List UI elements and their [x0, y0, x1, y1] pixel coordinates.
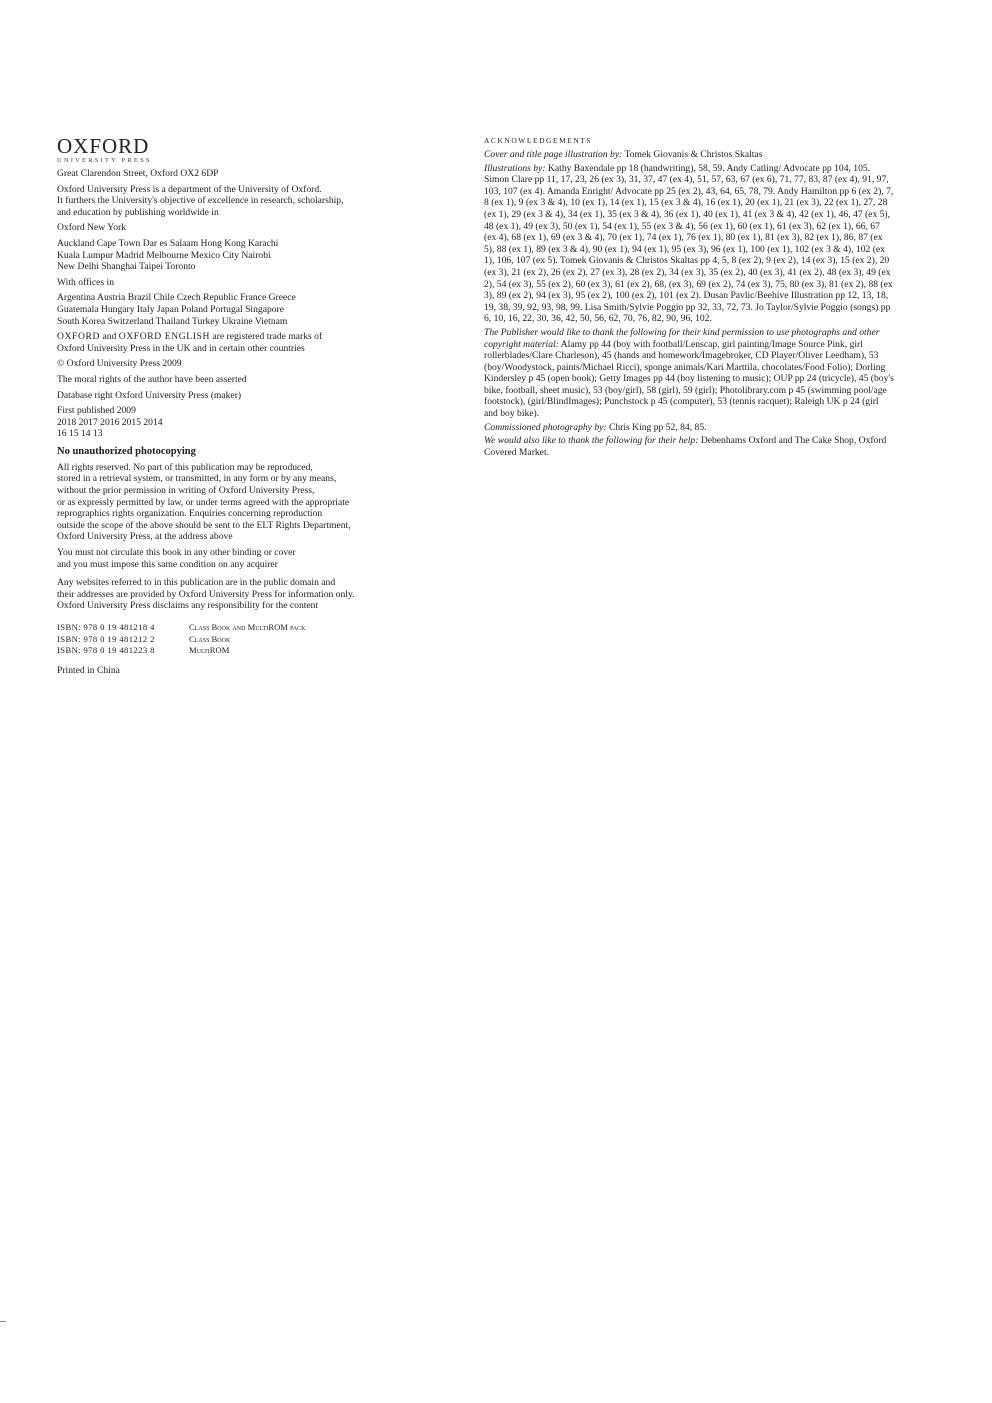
cities-list: Auckland Cape Town Dar es Salaam Hong Kong Karachi Kuala Lumpur Madrid Melbourne Mexico City Nairobi New Delhi Shanghai Taipei Toronto — [57, 237, 279, 273]
about-paragraph: Oxford University Press is a department of the University of Oxford. It furthers the University's objective of excellence in research, scholarship, and education by publishing worldwide in — [57, 183, 344, 218]
imprint-column — [57, 136, 462, 676]
thanks-credit: We would also like to thank the following for their help: Debenhams Oxford and The Cake Shop, Oxford Covered Market. — [484, 435, 887, 458]
database-right-line: Database right Oxford University Press (maker) — [57, 389, 242, 401]
cities-head: Oxford New York — [57, 222, 127, 234]
moral-rights-line: The moral rights of the author have been asserted — [57, 373, 247, 385]
commissioned-photography-credit: Commissioned photography by: Chris King pp 52, 84, 85. — [484, 421, 707, 433]
acknowledgements-heading: ACKNOWLEDGEMENTS — [484, 136, 593, 145]
oxford-logo: OXFORD — [57, 134, 150, 158]
acknowledgements-column — [484, 136, 894, 460]
first-published-line: First published 2009 — [57, 405, 136, 417]
publisher-address: Great Clarendon Street, Oxford OX2 6DP — [57, 168, 219, 179]
circulate-paragraph: You must not circulate this book in any other binding or cover and you must impose this same condition on any acquirer — [57, 547, 296, 570]
reprint-numbers: 16 15 14 13 — [57, 428, 103, 440]
printed-in: Printed in China — [57, 664, 120, 676]
no-photocopy-heading: No unauthorized photocopying — [57, 445, 196, 457]
cover-credit: Cover and title page illustration by: Tomek Giovanis & Christos Skaltas — [484, 149, 763, 160]
copyright-line: © Oxford University Press 2009 — [57, 358, 182, 370]
illustrations-credit: Illustrations by: Kathy Baxendale pp 18 (handwriting), 58, 59. Andy Catling/ Advocate pp 104, 105. Simon Clare pp 11, 17, 23, 26 (ex 3), 31, 37, 47 (ex 4), 51, 57, 63, 67 (ex 6), 71, 77, 83, 87 (ex 4), 91, 97, 103, 107 (ex 4). Amanda Enright/ Advocate pp 25 (ex 2), 43, 64, 65, 78, 79. Andy Hamilton pp 6 (ex 2), 7, 8 (ex 1), 9 (ex 3 & 4), 10 (ex 1), 14 (ex 1), 15 (ex 3 & 4), 16 (ex 1), 20 (ex 1), 21 (ex 3), 22 (ex 1), 27, 28 (ex 1), 29 (ex 3 & 4), 34 (ex 1), 35 (ex 3 & 4), 36 (ex 1), 40 (ex 1), 41 (ex 3 & 4), 42 (ex 1), 46, 47 (ex 5), 48 (ex 1), 49 (ex 3), 50 (ex 1), 54 (ex 1), 55 (ex 3 & 4), 56 (ex 1), 60 (ex 1), 61 (ex 3), 62 (ex 1), 66, 67 (ex 4), 68 (ex 1), 69 (ex 3 & 4), 70 (ex 1), 74 (ex 1), 76 (ex 1), 80 (ex 1), 81 (ex 3), 82 (ex 1), 86, 87 (ex 5), 88 (ex 1), 89 (ex 3 & 4), 90 (ex 1), 94 (ex 1), 95 (ex 3), 96 (ex 1), 100 (ex 1), 102 (ex 3 & 4), 102 (ex 1), 106, 107 (ex 5). Tomek Giovanis & Christos Skaltas pp 4, 5, 8 (ex 2), 9 (ex 2), 14 (ex 3), 15 (ex 2), 20 (ex 3), 21 (ex 2), 26 (ex 2), 27 (ex 3), 28 (ex 2), 34 (ex 3), 35 (ex 2), 40 (ex 3), 41 (ex 2), 48 (ex 3), 49 (ex 2), 54 (ex 3), 55 (ex 2), 60 (ex 3), 61 (ex 2), 68, (ex 3), 69 (ex 2), 74 (ex 3), 75, 80 (ex 3), 81 (ex 2), 88 (ex 3), 89 (ex 2), 94 (ex 3), 95 (ex 2), 100 (ex 2), 101 (ex 2). Dusan Pavlic/Beehive Illustration pp 12, 13, 18, 19, 38, 39, 92, 93, 98, 99. Lisa Smith/Sylvie Poggio pp 32, 33, 72, 73. Jo Taylor/Sylvie Poggio (songs) pp 6, 10, 16, 22, 30, 36, 42, 50, 56, 62, 70, 76, 82, 90, 96, 102. — [484, 162, 894, 325]
offices-list: Argentina Austria Brazil Chile Czech Republic France Greece Guatemala Hungary Italy Japan Poland Portugal Singapore South Korea Switzerland Thailand Turkey Ukraine Vietnam — [57, 292, 296, 327]
reprint-years: 2018 2017 2016 2015 2014 — [57, 416, 163, 428]
margin-tick — [0, 1321, 6, 1322]
isbn-list — [57, 622, 462, 657]
photo-permissions-credit: The Publisher would like to thank the following for their kind permission to use photographs and other copyright material: Alamy pp 44 (boy with football/Lenscap, girl painting/Image Source Pink, girl rollerblades/Clare Charleson), 45 (hands and homework/Imagebroker, CD Player/Oliver Leedham), 53 (boy/Woodystock, paints/Michael Ricci), sponge animals/Kari Marttila, chocolates/Food Folio); Dorling Kindersley p 45 (open book); Getty Images pp 44 (boy listening to music); OUP pp 24 (tricycle), 45 (boy's bike, football, sheet music), 53 (boy/girl), 58 (girl), 59 (girl); Photolibrary.com p 45 (swimming pool/age footstock), (girl/BlindImages); Punchstock p 45 (computer), 53 (tennis racquet); Raleigh UK p 24 (girl and boy bike). — [484, 326, 894, 420]
websites-paragraph: Any websites referred to in this publication are in the public domain and their addresses are provided by Oxford University Press for information only. Oxford University Press disclaims any responsibility for the content — [57, 577, 355, 612]
offices-head: With offices in — [57, 276, 114, 288]
isbn-row: ISBN: 978 0 19 481212 2 Class Book — [57, 633, 231, 644]
rights-paragraph: All rights reserved. No part of this publication may be reproduced, stored in a retrieval system, or transmitted, in any form or by any means, without the prior permission in writing of Oxford University Press, or as expressly permitted by law, or under terms agreed with the appropriate reprographics rights organization. Enquiries concerning reproduction outside the scope of the above should be sent to the ELT Rights Department, Oxford University Press, at the address above — [57, 461, 351, 543]
isbn-row: ISBN: 978 0 19 481223 8 MultiROM — [57, 645, 230, 656]
isbn-row: ISBN: 978 0 19 481218 4 Class Book and MultiROM pack — [57, 622, 306, 632]
trademark-notice: OXFORD and OXFORD ENGLISH are registered trade marks of Oxford University Press in the UK and in certain other countries — [57, 331, 323, 354]
university-press-wordmark: UNIVERSITY PRESS — [57, 157, 152, 164]
